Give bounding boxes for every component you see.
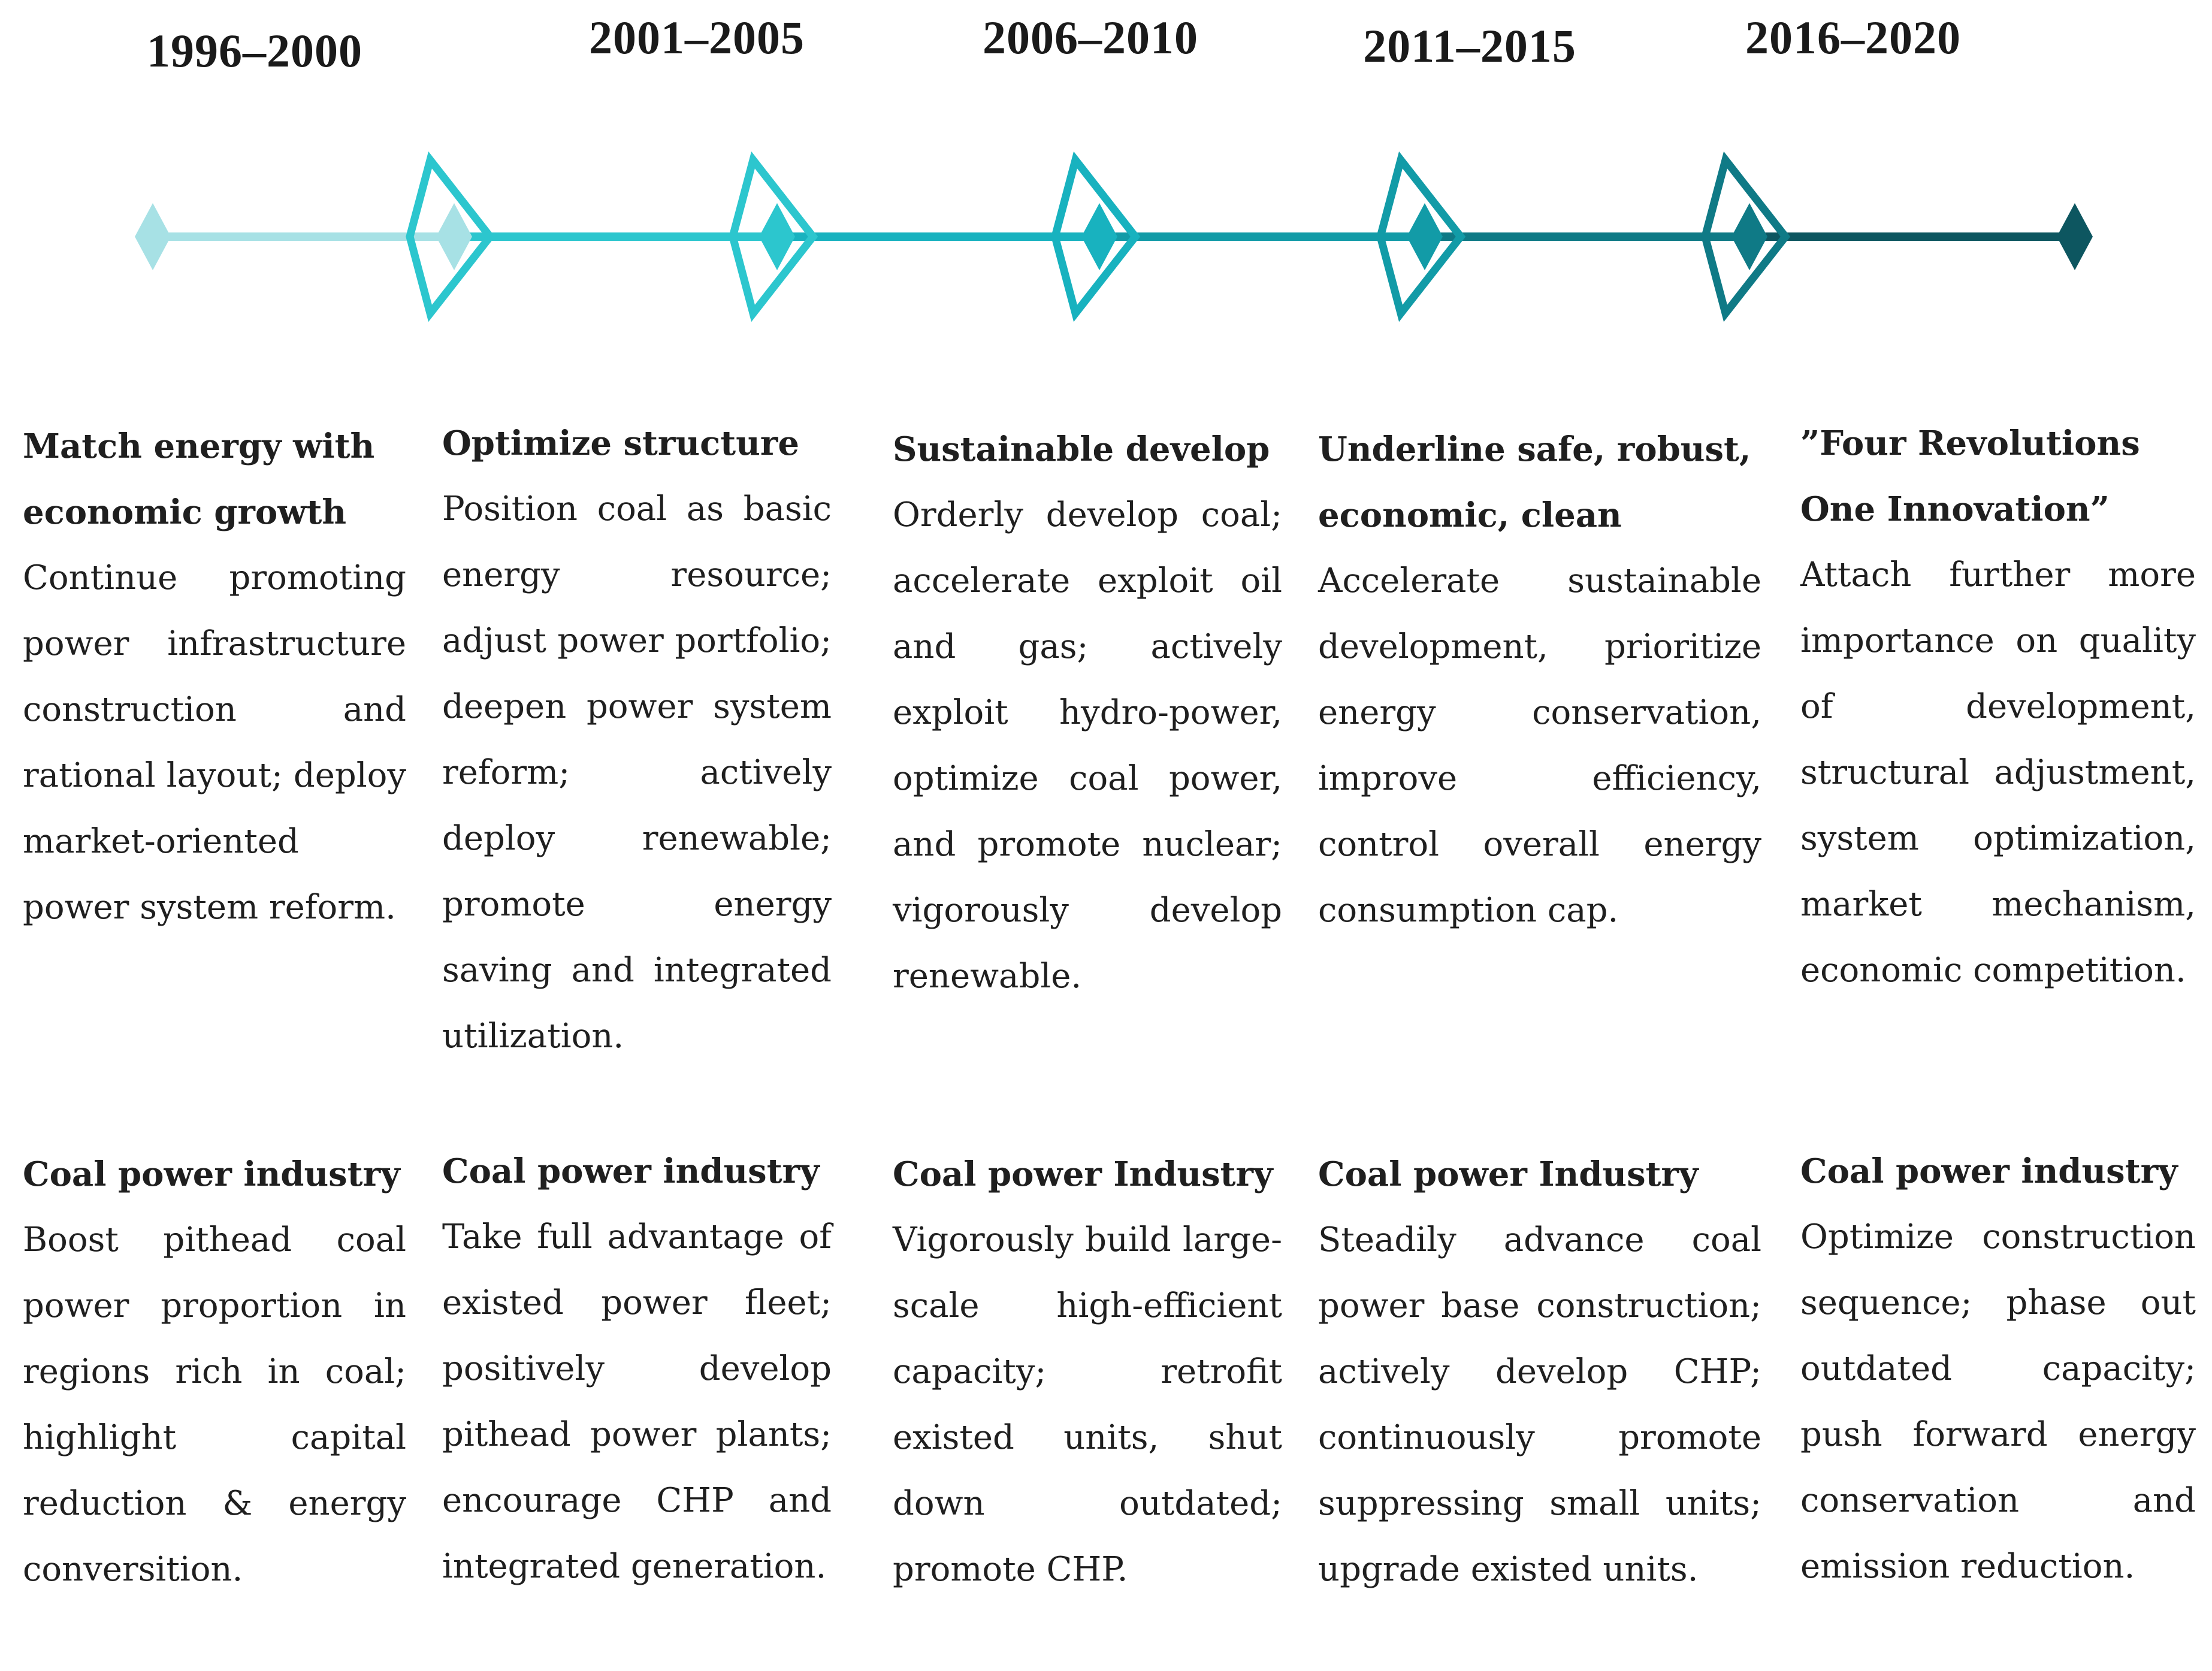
policy-title-1: Match energy with economic growth [23,427,375,532]
timeline-diamond-1 [436,203,472,270]
coal-text-2: Take full advantage of existed power fleet; positively develop pithead power plants; encourage CHP and integrated generation. [442,1217,832,1586]
coal-text-4: Steadily advance coal power base construction; actively develop CHP; continuously promote suppressing small units; upgrade existed units. [1318,1220,1761,1589]
policy-title-4: Underline safe, robust, economic, clean [1318,430,1751,535]
policy-text-4: Accelerate sustainable development, prioritize energy conservation, improve efficiency, control overall energy consumption cap. [1318,561,1761,930]
coal-title-1: Coal power industry [23,1155,400,1194]
timeline-diamond-5 [1731,203,1767,270]
timeline-diamond-4 [1407,203,1443,270]
period-label-2011-2015: 2011–2015 [1363,20,1576,72]
timeline-diamond-0 [135,203,171,270]
coal-title-5: Coal power industry [1800,1152,2178,1191]
coal-column-2 [442,1138,832,1600]
policy-title-2: Optimize structure [442,424,799,463]
policy-text-2: Position coal as basic energy resource; adjust power portfolio; deepen power system reform; actively deploy renewable; promote energy saving and integrated utilization. [442,489,832,1056]
timeline-graphic [0,0,2212,383]
coal-title-3: Coal power Industry [893,1155,1273,1194]
period-label-2006-2010: 2006–2010 [983,11,1198,64]
policy-column-4 [1318,416,1761,944]
policy-text-1: Continue promoting power infrastructure construction and rational layout; deploy market-oriented power system reform. [23,558,406,927]
period-label-2016-2020: 2016–2020 [1745,11,1961,64]
coal-title-4: Coal power Industry [1318,1155,1699,1194]
period-label-2001-2005: 2001–2005 [589,11,805,64]
coal-text-1: Boost pithead coal power proportion in regions rich in coal; highlight capital reduction & energy conversition. [23,1220,406,1589]
coal-column-3 [893,1141,1282,1603]
coal-text-5: Optimize construction sequence; phase out outdated capacity; push forward energy conservation and emission reduction. [1800,1217,2196,1586]
coal-column-4 [1318,1141,1761,1603]
policy-text-3: Orderly develop coal; accelerate exploit oil and gas; actively exploit hydro-power, optimize coal power, and promote nuclear; vigorously develop renewable. [893,495,1282,996]
policy-title-3: Sustainable develop [893,430,1270,469]
coal-column-5 [1800,1138,2196,1600]
timeline-diamond-2 [759,203,795,270]
period-label-1996-2000: 1996–2000 [147,25,362,77]
policy-text-5: Attach further more importance on quality of development, structural adjustment, system optimization, market mechanism, economic competition. [1800,555,2196,990]
policy-column-5 [1800,410,2196,1004]
coal-text-3: Vigorously build large-scale high-efficient capacity; retrofit existed units, shut down outdated; promote CHP. [893,1220,1282,1589]
coal-column-1 [23,1141,406,1603]
policy-column-3 [893,416,1282,1010]
policy-column-2 [442,410,832,1069]
timeline-diamond-3 [1081,203,1117,270]
coal-title-2: Coal power industry [442,1152,820,1191]
policy-title-5: ”Four Revolutions One Innovation” [1800,424,2140,529]
policy-column-1 [23,413,406,941]
timeline-diamond-6 [2057,203,2093,270]
